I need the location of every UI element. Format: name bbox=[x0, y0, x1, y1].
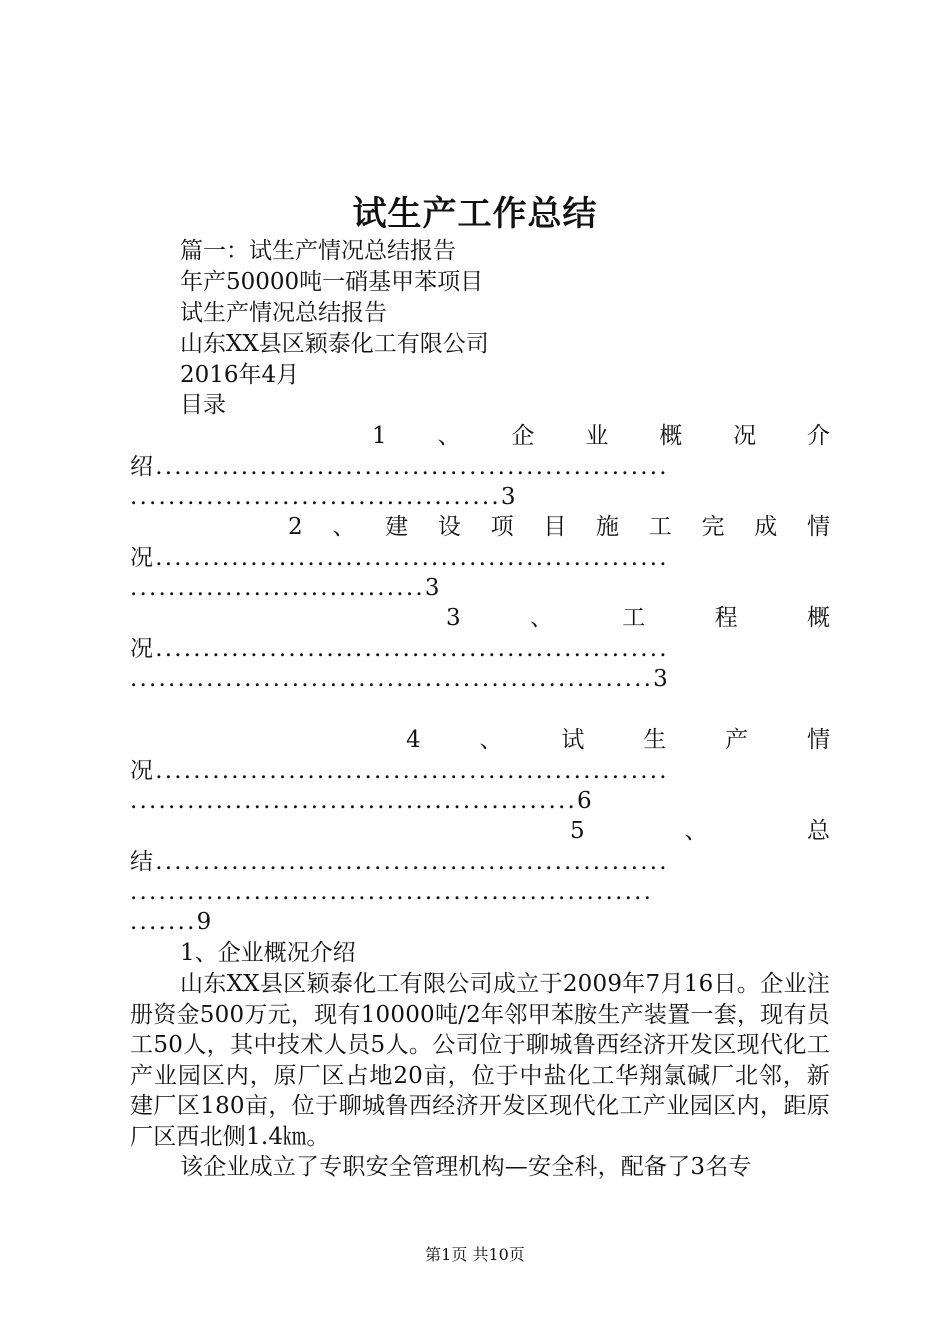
toc-entry-3-page: .......................................................3 bbox=[130, 666, 670, 692]
toc-entry-5-row bbox=[570, 816, 830, 846]
toc-char: 设 bbox=[437, 514, 461, 540]
toc-char: 3 bbox=[446, 605, 461, 631]
toc-char: 目 bbox=[543, 514, 567, 540]
toc-entry-5-leader: 结...................................................... bbox=[130, 849, 669, 875]
toc-char: 、 bbox=[529, 605, 553, 631]
toc-char: 企 bbox=[511, 423, 535, 449]
toc-entry-3-row bbox=[446, 603, 830, 633]
toc-char: 建 bbox=[385, 514, 409, 540]
toc-entry-2-leader: 况...................................................... bbox=[130, 545, 669, 571]
toc-char: 情 bbox=[806, 727, 830, 753]
toc-char: 试 bbox=[561, 727, 585, 753]
toc-char: 介 bbox=[806, 423, 830, 449]
toc-entry-2-row bbox=[288, 512, 830, 542]
toc-char: 程 bbox=[714, 605, 738, 631]
toc-char: 业 bbox=[585, 423, 609, 449]
toc-char: 、 bbox=[437, 423, 461, 449]
toc-char: 5 bbox=[570, 818, 585, 844]
toc-char: 、 bbox=[332, 514, 356, 540]
page-footer: 第1页 共10页 bbox=[425, 1245, 525, 1264]
toc-char: 、 bbox=[684, 818, 708, 844]
intro-line-3: 试生产情况总结报告 bbox=[180, 300, 387, 326]
toc-char: 施 bbox=[596, 514, 620, 540]
body-paragraph-1: 山东XX县区颖泰化工有限公司成立于2009年7月16日。企业注册资金500万元，现有10000吨/2年邻甲苯胺生产装置一套，现有员工50人，其中技术人员5人。公司位于聊城鲁西经济开发区现代化工产业园区内，原厂区占地20亩，位于中盐化工华翔氯碱厂北邻，新建厂区180亩，位于聊城鲁西经济开发区现代化工产业园区内，距原厂区西北侧1.4㎞。 bbox=[130, 971, 830, 1150]
toc-char: 成 bbox=[754, 514, 778, 540]
toc-char: 4 bbox=[406, 727, 421, 753]
section-heading: 1、企业概况介绍 bbox=[180, 940, 356, 966]
toc-char: 生 bbox=[643, 727, 667, 753]
intro-line-1: 篇一：试生产情况总结报告 bbox=[180, 238, 456, 264]
document-title: 试生产工作总结 bbox=[352, 194, 598, 234]
toc-char: 项 bbox=[490, 514, 514, 540]
toc-entry-4-leader: 况...................................................... bbox=[130, 758, 669, 784]
toc-entry-1-leader: 绍...................................................... bbox=[130, 454, 669, 480]
toc-heading: 目录 bbox=[180, 392, 226, 418]
toc-char: 概 bbox=[659, 423, 683, 449]
toc-entry-2-page: ...............................3 bbox=[130, 575, 442, 601]
toc-char: 工 bbox=[648, 514, 672, 540]
toc-entry-1-row bbox=[372, 421, 830, 451]
intro-line-2: 年产50000吨一硝基甲苯项目 bbox=[180, 269, 484, 295]
toc-char: 工 bbox=[622, 605, 646, 631]
toc-entry-3-leader: 况...................................................... bbox=[130, 636, 669, 662]
toc-char: 情 bbox=[806, 514, 830, 540]
toc-char: 2 bbox=[288, 514, 303, 540]
intro-line-5: 2016年4月 bbox=[180, 362, 300, 388]
toc-entry-5-leader-2: ....................................................... bbox=[130, 879, 654, 905]
toc-entry-4-row bbox=[406, 725, 830, 755]
toc-entry-5-page: .......9 bbox=[130, 909, 214, 935]
toc-char: 1 bbox=[372, 423, 387, 449]
toc-char: 况 bbox=[733, 423, 757, 449]
toc-entry-1-page: .......................................3 bbox=[130, 484, 518, 510]
toc-entry-4-page: ...............................................6 bbox=[130, 788, 594, 814]
toc-char: 产 bbox=[725, 727, 749, 753]
intro-line-4: 山东XX县区颖泰化工有限公司 bbox=[180, 331, 489, 357]
toc-char: 、 bbox=[479, 727, 503, 753]
toc-char: 总 bbox=[806, 818, 830, 844]
toc-char: 完 bbox=[701, 514, 725, 540]
toc-char: 概 bbox=[806, 605, 830, 631]
body-paragraph-2: 该企业成立了专职安全管理机构—安全科，配备了3名专 bbox=[180, 1154, 752, 1180]
